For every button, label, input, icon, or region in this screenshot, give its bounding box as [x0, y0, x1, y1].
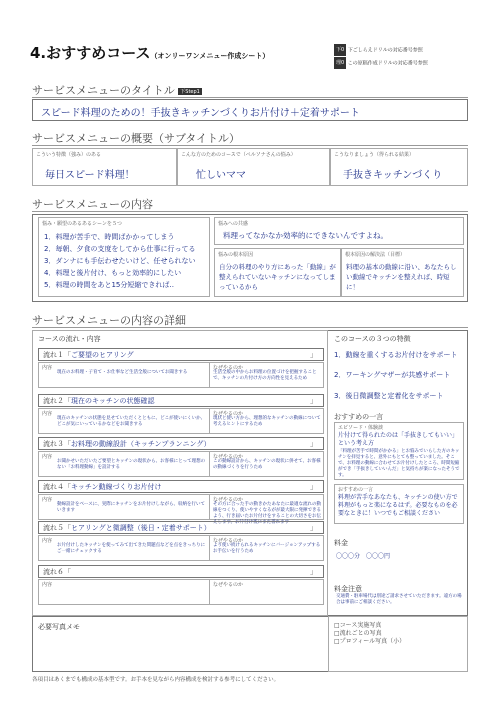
flow-detail-6: [38, 579, 324, 605]
scenes-box: [38, 217, 210, 297]
flow-header: コースの流れ・内容: [38, 335, 101, 343]
empathy-label: 悩みへの共感: [218, 221, 248, 227]
flow-divider: [209, 452, 210, 476]
empathy-value: 料理ってなかなか効率的にできないんですよね。: [223, 231, 388, 240]
recommend-label: おすすめの一言: [334, 413, 384, 421]
flow-title-prefix: 流れ６「: [43, 568, 71, 576]
root-cause-value: 自分の料理のやり方にあった「動線」が整えられていないキッチンになってしまっているから: [219, 263, 336, 291]
divider: [32, 211, 468, 212]
one-line-box: [334, 484, 464, 524]
flow-title-close: 」: [310, 440, 317, 448]
flow-divider: [209, 363, 210, 387]
flow-title-2: [38, 394, 324, 407]
flow-title-close: 」: [310, 483, 317, 491]
flow-why: この動線設計から、キッチンの現状に併せて、お客様の動線づくりを行うため: [213, 459, 321, 470]
flow-content: お聞かせいただいたご要望とキッチンの現状から、お客様にとって理想のない「お料理動線」を設計する: [57, 459, 206, 470]
flow-divider: [209, 495, 210, 519]
flow-title-close: 」: [310, 351, 317, 359]
legend-mark-2: 理0: [334, 57, 346, 69]
photo-memo-label: 必要写真メモ: [38, 623, 80, 631]
flow-content-label: 内容: [42, 497, 53, 503]
page-title: [30, 42, 269, 63]
flow-title-prefix: 流れ３「: [43, 440, 71, 448]
photo-checklist: [334, 622, 405, 646]
flow-content-label: 内容: [42, 582, 53, 588]
flow-title-4: [38, 480, 324, 493]
flow-why-label: なぜやるのか: [213, 411, 244, 417]
notes-label: 料金注意: [334, 585, 362, 593]
flow-detail-1: [38, 362, 324, 388]
flow-why-label: なぜやるのか: [213, 454, 244, 460]
summary-value-3: 手抜きキッチンづくり: [343, 170, 443, 181]
photo-check-3: □プロフィール写真（小）: [334, 638, 406, 645]
scene-1: 1．料理が苦手で、時間ばかかってしまう: [44, 233, 175, 241]
summary-label-2: こんな方のためのコースで（ペルソナさんの悩み）: [181, 152, 296, 158]
legend-row-1: [334, 44, 428, 57]
flow-content: 動線設計をベースに、実際にキッチンをお片付けしながら、収納を行いていきます: [57, 502, 205, 513]
flow-content-label: 内容: [42, 454, 53, 460]
summary-value-2: 忙しいママ: [196, 170, 246, 181]
footer-note: 各項目はあくまでも構成の基本型です。お手本を見ながら内容構成を検討する参考にしてください。: [32, 677, 280, 683]
scene-2: 2．毎朝、夕食の支度をしてから仕事に行ってる: [44, 245, 196, 253]
section-detail-heading: サービスメニューの内容の詳細: [32, 314, 186, 327]
flow-divider: [209, 580, 210, 604]
flow-divider: [209, 536, 210, 560]
empathy-box: [214, 217, 464, 245]
title-sub: （オンリーワンメニュー作成シート）: [150, 52, 270, 60]
price-label: 料金: [334, 539, 348, 547]
section-title-heading: [32, 82, 202, 98]
flow-content-label: 内容: [42, 411, 53, 417]
flow-content-label: 内容: [42, 538, 53, 544]
flow-content: 現在のキッチンの状態を見せていただくとともに、どこが使いにくいか、どこが気にいっているかなどをお聞きする: [57, 416, 206, 427]
photo-check-1: □コース実施写真: [334, 622, 382, 629]
episode-title: 片付けて得られたのは「手抜きしてもいい」という考え方: [338, 432, 459, 447]
solution-value: 料理の基本の動線に沿い、あなたらしい動線でキッチンを整えれば、時短に！: [346, 263, 457, 291]
step-tag: 下Step1: [180, 88, 200, 95]
flow-why-label: なぜやるのか: [213, 538, 244, 544]
summary-label-1: こういう特徴（強み）のある: [36, 152, 102, 158]
flow-detail-5: [38, 535, 324, 561]
feature-3: 3．後日微調整と定着化をサポート: [334, 392, 444, 400]
flow-title-value: ヒアリングと微調整（後日・定着サポート）: [71, 524, 211, 532]
flow-why: 現状と使い方から、理想的なキッチンの動線について考えるヒントにするため: [213, 416, 321, 427]
flow-content: お片付けしたキッチンを使ってみて出てきた問題点などを点をきっちりにご一緒にチェックする: [57, 543, 206, 554]
flow-title-5: [38, 521, 324, 534]
scene-3: 3．ダンナにも手伝わせたいけど、任せられない: [44, 257, 196, 265]
legend-text-2: この原稿作成ドリルの対応番号参照: [347, 60, 428, 66]
episode-label: エピソード・体験談: [338, 425, 384, 431]
root-cause-label: 悩みの根本原因: [218, 252, 254, 258]
root-cause-box: [214, 248, 341, 297]
flow-title-prefix: 流れ１「: [43, 351, 71, 359]
title-heading-text: サービスメニューのタイトル: [32, 84, 175, 97]
section-summary-heading: サービスメニューの概要（サブタイトル）: [32, 132, 241, 145]
episode-body: 「料理が苦手で時間がかかる」とお悩みでいらした方のキッチンを拝見すると、意外にもとても整っていました。そこで、お料理の動線に合わせてお片付けしたところ、時間短縮ができ「手抜きしていいんだ」と気持ちが楽になったそうです。: [338, 449, 460, 478]
flow-why: 生活全般の中からお料理の位置づけを把握することで、キッチンの片付け方の方向性を見えるため: [213, 370, 317, 381]
features-label: このコースの３つの特徴: [334, 335, 411, 343]
flow-title-prefix: 流れ２「: [43, 397, 71, 405]
flow-title-close: 」: [310, 397, 317, 405]
flow-title-value: キッチン動線づくりお片付け: [71, 483, 162, 491]
flow-content: 現在のお料理・子育て・お仕事など生活全般についてお聞きする: [57, 370, 188, 375]
summary-col-1: [32, 148, 177, 186]
one-line-value: 料理が苦手なあなたも、キッチンの使い方で料理がもっと楽になるはず。必要なものを必要なときに！いつでもご相談ください: [338, 494, 458, 517]
solution-label: 根本原因の解決法（目標）: [345, 252, 406, 258]
title-box: [32, 99, 468, 121]
legend: [334, 44, 428, 69]
flow-title-value: 現在のキッチンの状態確認: [71, 397, 155, 405]
flow-detail-4: [38, 494, 324, 525]
flow-title-close: 」: [310, 524, 317, 532]
scene-5: 5．料理の時間をあと15分短縮できれば‥: [44, 281, 175, 289]
flow-title-value: ご要望のヒアリング: [71, 351, 134, 359]
title-main: 4.おすすめコース: [30, 44, 151, 62]
legend-mark-1: 下0: [334, 44, 346, 56]
feature-1: 1．動線を重くするお片付けをサポート: [334, 351, 458, 359]
price-value: 〇〇〇分 〇〇〇円: [336, 553, 391, 560]
flow-title-1: [38, 348, 324, 361]
flow-title-value: お料理の動線設計（キッチンプランニング）: [71, 440, 211, 448]
flow-why: [213, 587, 321, 605]
summary-label-3: こうなりましょう（得られる結果）: [334, 152, 415, 158]
legend-row-2: [334, 57, 428, 70]
flow-title-3: [38, 437, 324, 450]
divider: [32, 145, 468, 146]
title-value: スピード料理のための！手抜きキッチンづくりお片付け＋定着サポート: [41, 108, 360, 119]
flow-content-label: 内容: [42, 365, 53, 371]
one-line-label: おすすめの一言: [338, 487, 374, 493]
scenes-label: 悩み・願望のあるあるシーンを５つ: [42, 221, 122, 227]
summary-col-2: [177, 148, 330, 186]
flow-why: より使い続けられるキッチンにバージョンアップするお手伝いを行うため: [213, 543, 321, 554]
divider: [32, 97, 468, 98]
feature-2: 2．ワーキングマザーが共感サポート: [334, 371, 451, 379]
flow-detail-3: [38, 451, 324, 477]
flow-title-prefix: 流れ５「: [43, 524, 71, 532]
notes-value: 交通費・駐車場代は別途ご請求させていただきます。遠方の場合は事前にご相談ください。: [336, 594, 462, 605]
scene-4: 4．料理と後片付け、もっと効率的にしたい: [44, 269, 182, 277]
photo-check-2: □流れごとの写真: [334, 630, 382, 637]
flow-detail-2: [38, 408, 324, 434]
flow-divider: [209, 409, 210, 433]
flow-why: その方に合った手の動きかたあなたに最適な流れの動線をつくり、使いやすくなるがが最大限に発揮できるよう、行き届いたお片付けをすることの大切さをお伝えします。お片付け後にまた着れます: [213, 502, 321, 525]
divider: [32, 327, 468, 328]
flow-why-label: なぜやるのか: [213, 497, 244, 503]
flow-title-close: 」: [310, 568, 317, 576]
flow-why-label: なぜやるのか: [213, 365, 244, 371]
summary-col-3: [330, 148, 468, 186]
summary-value-1: 毎日スピード料理！: [45, 170, 135, 181]
section-content-heading: サービスメニューの内容: [32, 198, 153, 211]
flow-title-prefix: 流れ４「: [43, 483, 71, 491]
legend-text-1: 下ごしらえドリルの対応番号参照: [347, 47, 423, 54]
flow-why-label: なぜやるのか: [213, 582, 244, 588]
solution-box: [341, 248, 464, 297]
flow-title-6: [38, 565, 324, 578]
episode-box: [334, 422, 464, 480]
